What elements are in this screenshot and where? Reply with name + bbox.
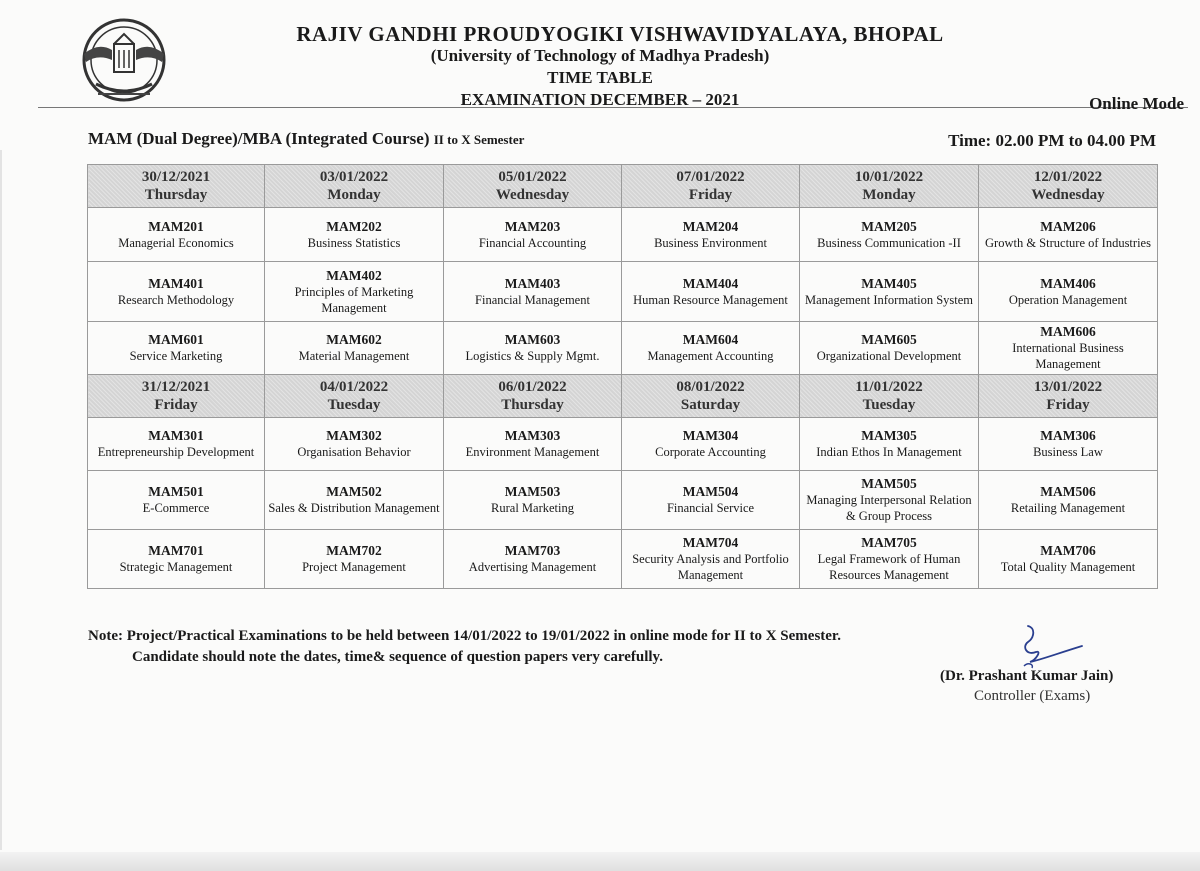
header-divider <box>38 107 1188 108</box>
subject-name: Business Environment <box>654 235 767 250</box>
subject-code: MAM705 <box>861 535 917 550</box>
subject-code: MAM606 <box>1040 324 1096 339</box>
subject-cell <box>88 208 265 262</box>
exam-day: Monday <box>327 187 381 203</box>
subject-code: MAM601 <box>148 332 204 347</box>
subject-name: Indian Ethos In Management <box>816 445 962 459</box>
subject-name: Entrepreneurship Development <box>97 445 255 459</box>
exam-date: 03/01/2022 <box>319 169 389 185</box>
exam-date: 04/01/2022 <box>319 379 389 395</box>
subject-name: Management Accounting <box>647 349 774 363</box>
signatory-title: Controller (Exams) <box>974 688 1091 704</box>
subject-code: MAM405 <box>861 275 917 291</box>
subject-code: MAM602 <box>326 332 382 347</box>
date-cell <box>622 375 800 418</box>
subject-code: MAM206 <box>1040 218 1096 234</box>
subject-cell <box>444 530 622 589</box>
subject-code: MAM506 <box>1040 484 1096 499</box>
subject-cell <box>265 471 444 530</box>
subject-name: Financial Accounting <box>478 235 587 250</box>
subject-code: MAM702 <box>326 543 382 558</box>
course-semesters: II to X Semester <box>433 132 525 147</box>
scan-edge <box>0 150 2 850</box>
date-cell <box>622 165 800 208</box>
subject-row <box>88 208 1158 262</box>
exam-date: 11/01/2022 <box>855 379 923 395</box>
subject-name: Organizational Development <box>816 349 962 363</box>
subject-name: Advertising Management <box>468 560 597 574</box>
subject-cell <box>622 208 800 262</box>
date-cell <box>800 165 979 208</box>
subject-code: MAM204 <box>682 218 739 234</box>
course-title <box>88 129 524 149</box>
exam-time: Time: 02.00 PM to 04.00 PM <box>948 131 1156 150</box>
subject-cell <box>444 471 622 530</box>
subject-cell <box>622 471 800 530</box>
subject-cell <box>622 530 800 589</box>
exam-day: Monday <box>862 187 916 203</box>
subject-code: MAM202 <box>326 218 382 234</box>
subject-cell <box>265 322 444 375</box>
subject-code: MAM403 <box>504 275 561 291</box>
subject-name: Business Communication -II <box>817 235 961 250</box>
subject-name: Managing Interpersonal Relation & Group Process <box>806 493 972 523</box>
signature-icon <box>1006 622 1086 672</box>
subject-name: Rural Marketing <box>491 501 574 515</box>
subject-name: Strategic Management <box>119 560 233 574</box>
exam-day: Friday <box>688 187 733 203</box>
subject-code: MAM703 <box>504 543 561 558</box>
exam-date: 12/01/2022 <box>1033 169 1103 185</box>
subject-code: MAM305 <box>861 428 917 443</box>
date-cell <box>265 375 444 418</box>
subject-code: MAM505 <box>861 476 917 491</box>
subject-name: Total Quality Management <box>1000 560 1136 574</box>
subject-name: E-Commerce <box>142 501 210 515</box>
subject-name: Business Statistics <box>307 235 401 250</box>
subject-cell <box>444 208 622 262</box>
subject-name: Logistics & Supply Mgmt. <box>465 349 600 363</box>
subject-cell <box>265 530 444 589</box>
exam-date: 08/01/2022 <box>676 379 745 395</box>
date-row <box>88 375 1158 418</box>
subject-cell <box>800 471 979 530</box>
subject-name: Managerial Economics <box>118 235 234 250</box>
subject-name: Legal Framework of Human Resources Management <box>817 552 961 582</box>
note-line-1: Note: Project/Practical Examinations to be held between 14/01/2022 to 19/01/2022 in online mode for II to X Semester. <box>88 628 841 644</box>
exam-day: Thursday <box>501 397 564 413</box>
exam-day: Friday <box>1046 397 1090 413</box>
date-row <box>88 165 1158 208</box>
subject-code: MAM304 <box>682 428 739 443</box>
subject-cell <box>979 322 1158 375</box>
subject-row <box>88 471 1158 530</box>
subject-name: Management Information System <box>804 292 974 307</box>
subject-name: Financial Management <box>475 292 590 307</box>
university-name: RAJIV GANDHI PROUDYOGIKI VISHWAVIDYALAYA, BHOPAL <box>296 22 944 46</box>
subject-code: MAM502 <box>326 484 382 499</box>
subject-cell <box>622 322 800 375</box>
subject-cell <box>800 322 979 375</box>
subject-name: Environment Management <box>465 445 600 459</box>
subject-cell <box>979 471 1158 530</box>
subject-cell <box>265 418 444 471</box>
subject-name: Material Management <box>298 349 410 363</box>
subject-name: International Business Management <box>1012 341 1124 371</box>
subject-cell <box>800 208 979 262</box>
exam-date: 31/12/2021 <box>141 379 211 395</box>
subject-code: MAM706 <box>1040 543 1096 558</box>
subject-cell <box>979 208 1158 262</box>
date-cell <box>444 375 622 418</box>
examination-title: EXAMINATION DECEMBER – 2021 <box>460 90 740 109</box>
subject-name: Corporate Accounting <box>655 445 766 459</box>
subject-name: Sales & Distribution Management <box>268 501 440 515</box>
subject-name: Principles of Marketing Management <box>294 284 414 315</box>
exam-date: 06/01/2022 <box>498 379 567 395</box>
subject-code: MAM301 <box>148 428 204 443</box>
subject-cell <box>979 418 1158 471</box>
subject-cell <box>444 322 622 375</box>
exam-mode: Online Mode <box>1089 94 1184 113</box>
exam-day: Tuesday <box>327 397 381 413</box>
timetable <box>87 164 1158 589</box>
subject-row <box>88 418 1158 471</box>
subject-code: MAM402 <box>326 267 382 283</box>
exam-day: Saturday <box>680 397 741 413</box>
subject-name: Operation Management <box>1008 292 1128 307</box>
subject-code: MAM504 <box>682 484 739 499</box>
subject-code: MAM704 <box>682 535 739 550</box>
subject-code: MAM302 <box>326 428 382 443</box>
subject-code: MAM201 <box>148 218 204 234</box>
subject-cell <box>444 418 622 471</box>
exam-date: 07/01/2022 <box>676 169 745 185</box>
subject-name: Research Methodology <box>117 292 235 307</box>
date-cell <box>979 165 1158 208</box>
subject-cell <box>444 262 622 322</box>
subject-name: Financial Service <box>666 501 755 515</box>
exam-day: Friday <box>154 397 198 413</box>
subject-name: Human Resource Management <box>633 292 788 307</box>
subject-code: MAM401 <box>148 275 204 291</box>
university-subtitle: (University of Technology of Madhya Pradesh) <box>430 46 770 65</box>
exam-date: 13/01/2022 <box>1033 379 1103 395</box>
subject-cell <box>88 262 265 322</box>
subject-code: MAM501 <box>148 484 204 499</box>
subject-code: MAM503 <box>504 484 561 499</box>
subject-code: MAM604 <box>682 332 739 347</box>
date-cell <box>88 165 265 208</box>
subject-cell <box>979 530 1158 589</box>
subject-cell <box>800 418 979 471</box>
exam-day: Wednesday <box>1031 187 1105 203</box>
note <box>88 626 841 668</box>
subject-code: MAM603 <box>504 332 561 347</box>
subject-code: MAM406 <box>1040 275 1096 291</box>
subject-name: Organisation Behavior <box>297 445 411 459</box>
subject-name: Security Analysis and Portfolio Management <box>632 552 789 582</box>
subject-code: MAM605 <box>861 332 917 347</box>
exam-date: 10/01/2022 <box>854 169 924 185</box>
subject-name: Project Management <box>302 560 406 574</box>
subject-name: Service Marketing <box>129 349 223 363</box>
date-cell <box>979 375 1158 418</box>
exam-date: 30/12/2021 <box>141 169 211 185</box>
subject-cell <box>88 530 265 589</box>
subject-code: MAM306 <box>1040 428 1096 443</box>
subject-cell <box>88 322 265 375</box>
subject-cell <box>265 262 444 322</box>
subject-code: MAM303 <box>504 428 561 443</box>
subject-code: MAM404 <box>682 275 739 291</box>
exam-date: 05/01/2022 <box>498 169 567 185</box>
subject-cell <box>622 262 800 322</box>
date-cell <box>88 375 265 418</box>
exam-day: Thursday <box>144 187 208 203</box>
subject-name: Retailing Management <box>1010 501 1126 515</box>
subject-cell <box>979 262 1158 322</box>
subject-row <box>88 322 1158 375</box>
date-cell <box>800 375 979 418</box>
subject-cell <box>622 418 800 471</box>
subject-code: MAM701 <box>148 543 204 558</box>
note-line-2: Candidate should note the dates, time& sequence of question papers very carefully. <box>132 649 663 665</box>
document-type: TIME TABLE <box>547 68 653 87</box>
subject-row <box>88 262 1158 322</box>
subject-cell <box>88 471 265 530</box>
subject-name: Business Law <box>1033 445 1103 459</box>
scan-bottom-edge <box>0 852 1200 871</box>
subject-cell <box>800 530 979 589</box>
subject-row <box>88 530 1158 589</box>
signatory-name: (Dr. Prashant Kumar Jain) <box>940 668 1114 684</box>
subject-cell <box>800 262 979 322</box>
subject-cell <box>88 418 265 471</box>
course-name: MAM (Dual Degree)/MBA (Integrated Course) <box>88 129 430 148</box>
date-cell <box>265 165 444 208</box>
subject-name: Growth & Structure of Industries <box>985 235 1151 250</box>
subject-code: MAM203 <box>504 218 561 234</box>
date-cell <box>444 165 622 208</box>
subject-cell <box>265 208 444 262</box>
exam-day: Wednesday <box>495 187 570 203</box>
subject-code: MAM205 <box>861 218 917 234</box>
exam-day: Tuesday <box>862 397 916 413</box>
